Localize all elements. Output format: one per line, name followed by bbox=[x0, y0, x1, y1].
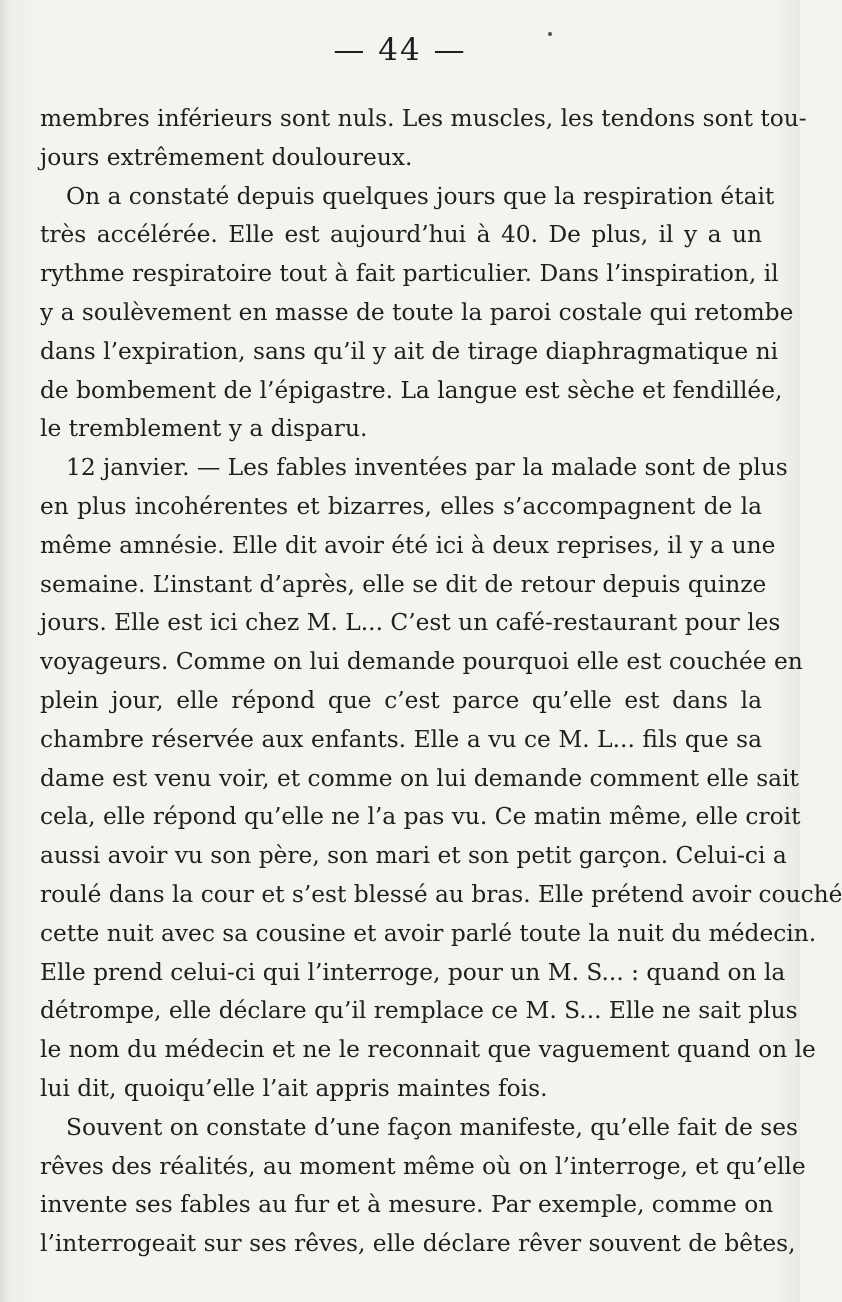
text-line: y a soulèvement en masse de toute la paroi costale qui retombe bbox=[40, 298, 794, 326]
text-line: détrompe, elle déclare qu’il remplace ce M. S... Elle ne sait plus bbox=[40, 997, 798, 1025]
text-line: roulé dans la cour et s’est blessé au bras. Elle prétend avoir couché bbox=[40, 880, 842, 908]
ink-speck bbox=[548, 32, 552, 36]
text-line: invente ses fables au fur et à mesure. Par exemple, comme on bbox=[40, 1191, 774, 1219]
text-line: le tremblement y a disparu. bbox=[40, 415, 368, 443]
paragraph-1 bbox=[40, 100, 807, 178]
text-line: lui dit, quoiqu’elle l’ait appris maintes fois. bbox=[40, 1074, 548, 1102]
text-line: Souvent on constate d’une façon manifeste, qu’elle fait de ses bbox=[66, 1113, 798, 1141]
text-line: dame est venu voir, et comme on lui demande comment elle sait bbox=[40, 764, 799, 792]
paragraph-4 bbox=[40, 1109, 806, 1264]
text-line: aussi avoir vu son père, son mari et son petit garçon. Celui-ci a bbox=[40, 842, 787, 870]
text-line: jours extrêmement douloureux. bbox=[40, 143, 413, 171]
text-line: 12 janvier. — Les fables inventées par la malade sont de plus bbox=[66, 454, 788, 482]
text-line: On a constaté depuis quelques jours que la respiration était bbox=[66, 182, 775, 210]
page-body bbox=[40, 100, 842, 1264]
paragraph-2 bbox=[40, 178, 794, 450]
text-line: plein jour, elle répond que c’est parce qu’elle est dans la bbox=[40, 686, 762, 714]
text-line: le nom du médecin et ne le reconnait que vaguement quand on le bbox=[40, 1036, 816, 1064]
paragraph-3 bbox=[40, 449, 842, 1109]
text-line: cette nuit avec sa cousine et avoir parlé toute la nuit du médecin. bbox=[40, 919, 817, 947]
text-line: jours. Elle est ici chez M. L... C’est un café-restaurant pour les bbox=[40, 609, 781, 637]
text-line: chambre réservée aux enfants. Elle a vu ce M. L... fils que sa bbox=[40, 725, 762, 753]
text-line: l’interrogeait sur ses rêves, elle déclare rêver souvent de bêtes, bbox=[40, 1230, 796, 1258]
text-line: rythme respiratoire tout à fait particulier. Dans l’inspiration, il bbox=[40, 260, 779, 288]
text-line: en plus incohérentes et bizarres, elles s’accompagnent de la bbox=[40, 492, 762, 520]
text-line: rêves des réalités, au moment même où on l’interroge, et qu’elle bbox=[40, 1152, 806, 1180]
page-number: — 44 — bbox=[333, 32, 467, 68]
text-line: Elle prend celui-ci qui l’interroge, pour un M. S... : quand on la bbox=[40, 958, 786, 986]
text-line: même amnésie. Elle dit avoir été ici à deux reprises, il y a une bbox=[40, 531, 776, 559]
text-line: cela, elle répond qu’elle ne l’a pas vu. Ce matin même, elle croit bbox=[40, 803, 801, 831]
text-line: de bombement de l’épigastre. La langue est sèche et fendillée, bbox=[40, 376, 783, 404]
text-line: très accélérée. Elle est aujourd’hui à 40. De plus, il y a un bbox=[40, 221, 762, 249]
text-line: voyageurs. Comme on lui demande pourquoi elle est couchée en bbox=[40, 648, 803, 676]
text-line: semaine. L’instant d’après, elle se dit de retour depuis quinze bbox=[40, 570, 767, 598]
text-line: membres inférieurs sont nuls. Les muscles, les tendons sont tou- bbox=[40, 105, 807, 132]
text-line: dans l’expiration, sans qu’il y ait de tirage diaphragmatique ni bbox=[40, 337, 779, 365]
